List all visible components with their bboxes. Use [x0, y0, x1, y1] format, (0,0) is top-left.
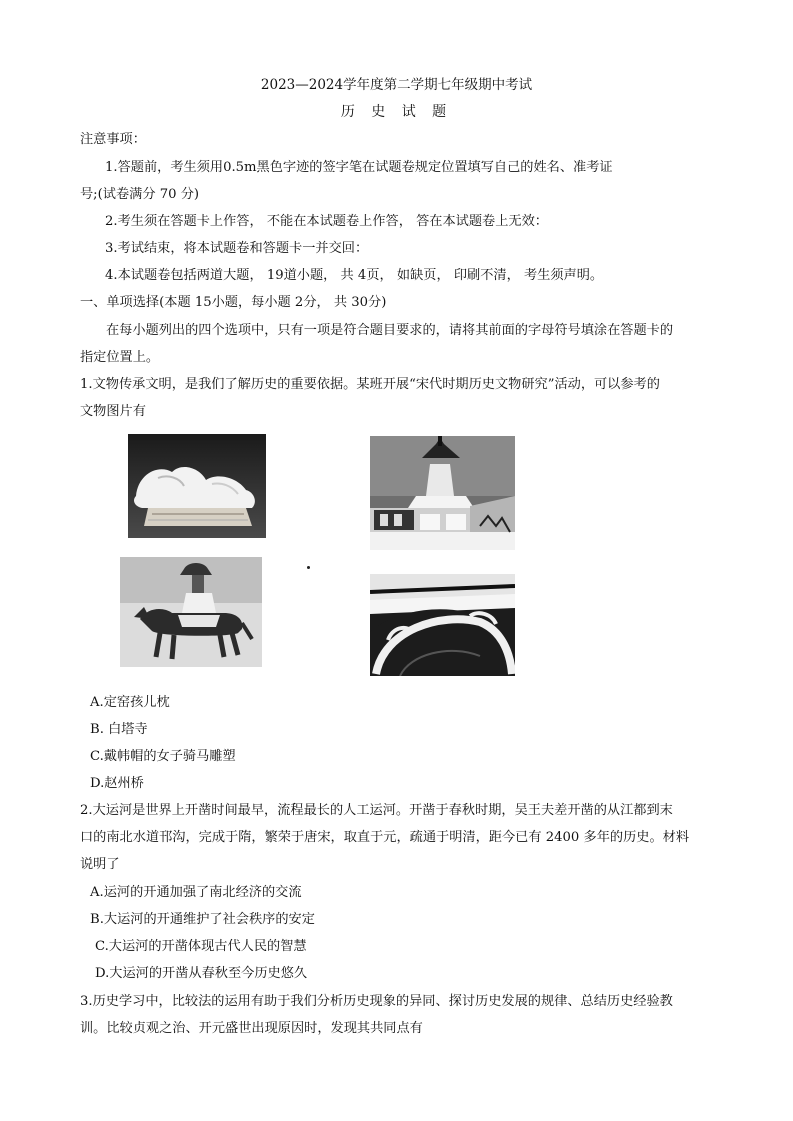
- question-2-option-b: B.大运河的开通维护了社会秩序的安定: [90, 912, 315, 927]
- notice-item-2: 2.考生须在答题卡上作答， 不能在本试题卷上作答， 答在本试题卷上无效：: [105, 214, 548, 229]
- section-1-heading: 一、单项选择(本题 15小题，每小题 2分， 共 30分): [80, 295, 387, 310]
- question-1-option-b: B. 白塔寺: [90, 722, 148, 737]
- exam-subtitle: 历 史 试 题: [340, 104, 453, 120]
- notice-heading: 注意事项：: [80, 132, 146, 147]
- pillow-artifact-photo: [128, 434, 266, 538]
- question-1-option-d: D.赵州桥: [90, 776, 144, 791]
- question-1-stem-line-1: 1.文物传承文明，是我们了解历史的重要依据。某班开展“宋代时期历史文物研究”活动，可以参考的: [80, 377, 660, 392]
- question-3-stem-line-2: 训。比较贞观之治、开元盛世出现原因时，发现其共同点有: [80, 1021, 423, 1036]
- question-2-option-c: C.大运河的开凿体现古代人民的智慧: [95, 939, 307, 954]
- question-2-stem-line-3: 说明了: [80, 857, 120, 872]
- question-1-option-a: A.定窑孩儿枕: [90, 695, 170, 710]
- question-2-option-d: D.大运河的开凿从春秋至今历史悠久: [95, 966, 308, 981]
- question-1-option-c: C.戴帏帽的女子骑马雕塑: [90, 749, 236, 764]
- stray-dot: [307, 566, 310, 569]
- notice-item-3: 3.考试结束，将本试题卷和答题卡一并交回：: [105, 241, 369, 256]
- section-1-intro-line-2: 指定位置上。: [80, 350, 160, 365]
- horse-rider-sculpture-photo: [120, 557, 262, 667]
- section-1-intro-line-1: 在每小题列出的四个选项中，只有一项是符合题目要求的，请将其前面的字母符号填涂在答题卡的: [106, 323, 674, 338]
- white-pagoda-temple-photo: [370, 436, 515, 550]
- question-1-stem-line-2: 文物图片有: [80, 404, 146, 419]
- notice-item-1-line-2: 号;(试卷满分 70 分): [80, 187, 200, 202]
- stone-arch-bridge-photo: [370, 574, 515, 676]
- question-2-stem-line-1: 2.大运河是世界上开凿时间最早，流程最长的人工运河。开凿于春秋时期，吴王夫差开凿的从江都到末: [80, 803, 673, 818]
- question-2-option-a: A.运河的开通加强了南北经济的交流: [90, 885, 302, 900]
- exam-title: 2023—2024学年度第二学期七年级期中考试: [260, 77, 533, 93]
- notice-item-4: 4.本试题卷包括两道大题， 19道小题， 共 4页， 如缺页， 印刷不清， 考生须声明。: [105, 268, 604, 283]
- question-3-stem-line-1: 3.历史学习中，比较法的运用有助于我们分析历史现象的异同、探讨历史发展的规律、总结历史经验教: [80, 994, 673, 1009]
- notice-item-1-line-1: 1.答题前，考生须用0.5m黑色字迹的签字笔在试题卷规定位置填写自己的姓名、准考证: [105, 160, 613, 175]
- question-2-stem-line-2: 口的南北水道邗沟，完成于隋，繁荣于唐宋，取直于元，疏通于明清，距今已有 2400 多年的历史。材料: [80, 830, 690, 845]
